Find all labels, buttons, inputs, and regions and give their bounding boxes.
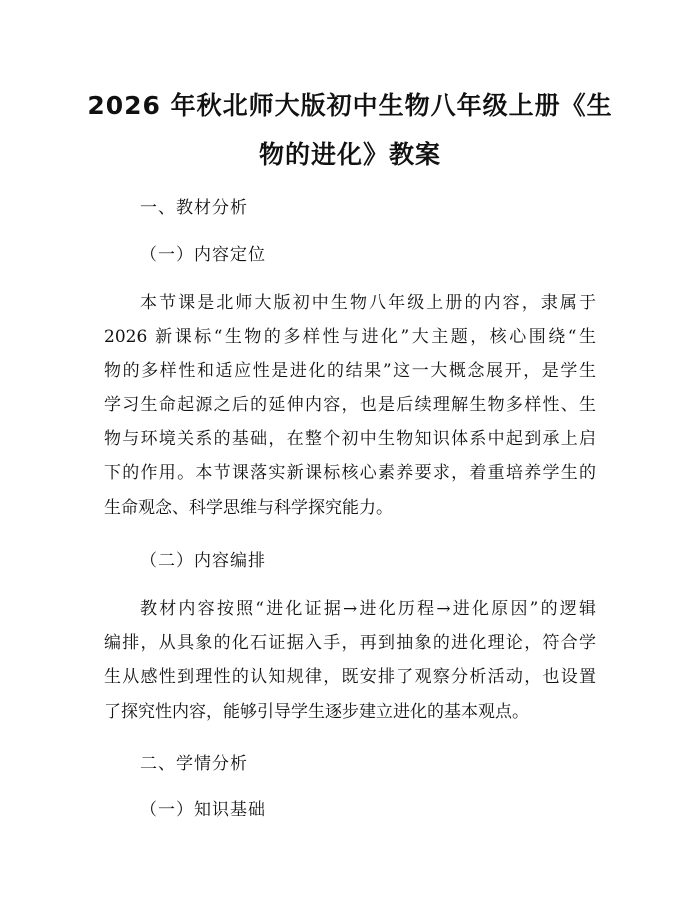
section-heading-1: 一、教材分析 [140,198,248,218]
paragraph-1-line-1: 本节课是北师大版初中生物八年级上册的内容，隶属于 [140,293,596,313]
paragraph-1-line-3: 物的多样性和适应性是进化的结果”这一大概念展开，是学生 [104,361,596,381]
paragraph-1-line-5: 物与环境关系的基础，在整个初中生物知识体系中起到承上启 [104,429,596,449]
paragraph-1-line-4: 学习生命起源之后的延伸内容，也是后续理解生物多样性、生 [104,395,596,415]
document-title-line-2: 物的进化》教案 [258,140,441,169]
document-title-line-1: 2026 年秋北师大版初中生物八年级上册《生 [87,91,613,120]
subsection-heading-2-1: （一）知识基础 [140,800,266,820]
paragraph-2-line-1: 教材内容按照“进化证据→进化历程→进化原因”的逻辑 [140,599,596,619]
paragraph-1-line-2: 2026 新课标“生物的多样性与进化”大主题，核心围绕“生 [104,327,596,347]
subsection-heading-1-2: （二）内容编排 [140,551,266,571]
subsection-heading-1-1: （一）内容定位 [140,245,266,265]
paragraph-1-line-7: 生命观念、科学思维与科学探究能力。 [104,498,393,518]
paragraph-2-line-2: 编排，从具象的化石证据入手，再到抽象的进化理论，符合学 [104,633,596,653]
paragraph-2-line-3: 生从感性到理性的认知规律，既安排了观察分析活动，也设置 [104,667,596,687]
paragraph-2-line-4: 了探究性内容，能够引导学生逐步建立进化的基本观点。 [104,702,529,722]
paragraph-1-line-6: 下的作用。本节课落实新课标核心素养要求，着重培养学生的 [104,463,596,483]
section-heading-2: 二、学情分析 [140,754,248,774]
